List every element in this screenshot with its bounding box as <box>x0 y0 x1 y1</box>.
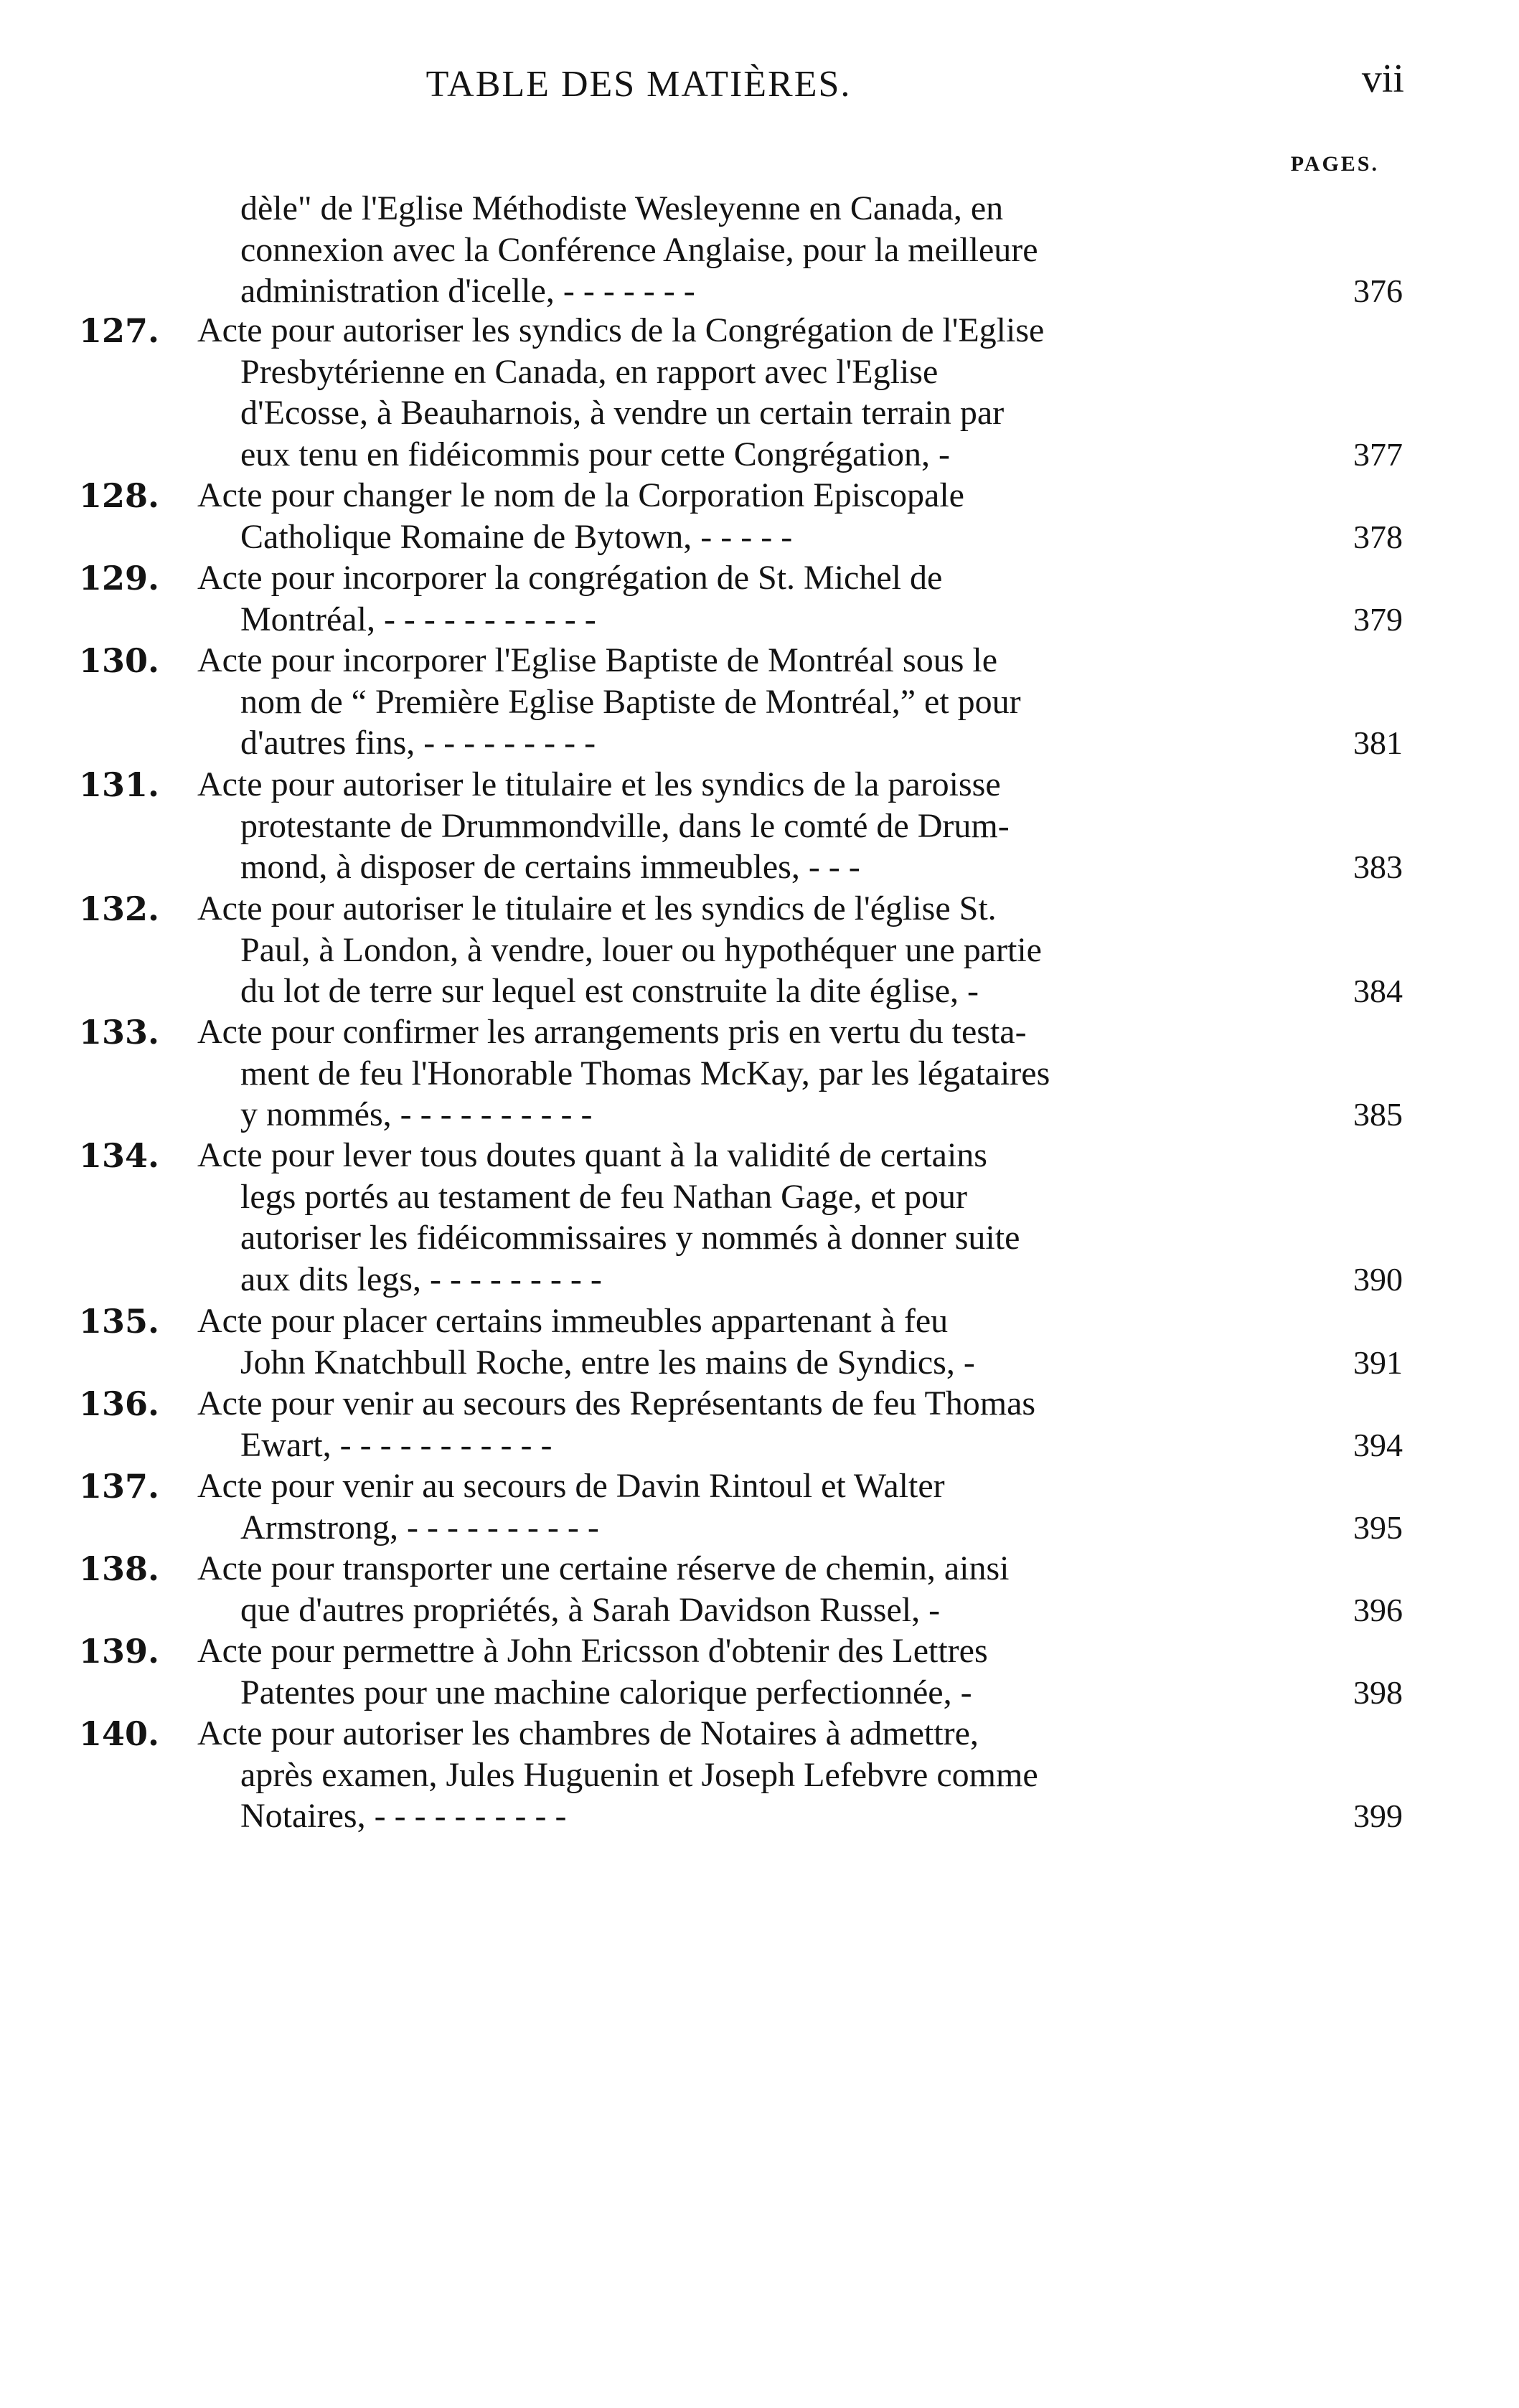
entry-number: 132. <box>79 889 160 928</box>
entry-line: aux dits legs, - - - - - - - - - <box>240 1260 602 1298</box>
entry-line: Presbytérienne en Canada, en rapport avec l'Eglise <box>240 352 939 391</box>
entry-line: Acte pour venir au secours des Représentants de feu Thomas <box>197 1384 1036 1422</box>
entry-page-number: 384 <box>1353 973 1403 1009</box>
entry-line: John Knatchbull Roche, entre les mains de Syndics, - <box>240 1343 975 1382</box>
entry-line: Armstrong, - - - - - - - - - - <box>240 1508 599 1547</box>
entry-page-number: 377 <box>1353 435 1403 473</box>
entry-line: Ewart, - - - - - - - - - - - <box>240 1425 552 1464</box>
entry-line: Acte pour incorporer l'Eglise Baptiste de Montréal sous le <box>197 641 998 679</box>
entry-title <box>197 1300 1259 1383</box>
entry-line: Acte pour confirmer les arrangements pris en vertu du testa- <box>197 1013 1027 1051</box>
entry-line: Acte pour lever tous doutes quant à la validité de certains <box>197 1136 987 1174</box>
page-title: TABLE DES MATIÈRES. <box>425 64 852 105</box>
entry-line: nom de “ Première Eglise Baptiste de Montréal,” et pour <box>240 682 1021 721</box>
entry-line: Notaires, - - - - - - - - - - <box>240 1797 567 1835</box>
entry-line: après examen, Jules Huguenin et Joseph Lefebvre comme <box>240 1755 1038 1794</box>
entry-title <box>197 475 1259 557</box>
entry-number: 139. <box>79 1632 160 1671</box>
entry-page-number: 378 <box>1353 518 1403 555</box>
entry-number: 128. <box>79 476 160 515</box>
entry-title <box>197 188 1259 312</box>
entry-page-number: 379 <box>1353 600 1403 638</box>
entry-title <box>197 1383 1259 1465</box>
entry-page-number: 385 <box>1353 1096 1403 1133</box>
entry-title <box>197 1630 1259 1713</box>
entry-line: Patentes pour une machine calorique perfectionnée, - <box>240 1673 972 1711</box>
entry-page-number: 394 <box>1353 1426 1403 1463</box>
entry-line: administration d'icelle, - - - - - - - <box>240 272 695 310</box>
entry-title <box>197 1135 1259 1300</box>
entry-page-number: 398 <box>1353 1673 1403 1711</box>
entry-number: 135. <box>79 1302 160 1341</box>
entry-line: Acte pour permettre à John Ericsson d'obtenir des Lettres <box>197 1632 988 1670</box>
entry-line: Acte pour changer le nom de la Corporation Episcopale <box>197 476 964 514</box>
entry-page-number: 396 <box>1353 1591 1403 1628</box>
entry-line: Montréal, - - - - - - - - - - - <box>240 600 596 638</box>
entry-line: eux tenu en fidéicommis pour cette Congrégation, - <box>240 435 951 473</box>
entry-number: 130. <box>79 641 160 680</box>
entry-line: mond, à disposer de certains immeubles, - - - <box>240 848 860 886</box>
entry-title <box>197 640 1259 764</box>
entry-line: Acte pour placer certains immeubles appartenant à feu <box>197 1302 949 1340</box>
entry-title <box>197 1465 1259 1548</box>
entry-line: Acte pour autoriser les syndics de la Congrégation de l'Eglise <box>197 311 1045 349</box>
entry-line: ment de feu l'Honorable Thomas McKay, par les légataires <box>240 1054 1050 1092</box>
entry-number: 134. <box>79 1136 160 1175</box>
entry-line: que d'autres propriétés, à Sarah Davidson Russel, - <box>240 1590 941 1629</box>
page-number: vii <box>1361 57 1404 101</box>
entry-number: 127. <box>79 311 160 350</box>
entry-title <box>197 1548 1259 1630</box>
entry-title <box>197 557 1259 640</box>
entry-line: Acte pour autoriser les chambres de Notaires à admettre, <box>197 1714 979 1752</box>
entry-line: connexion avec la Conférence Anglaise, pour la meilleure <box>240 230 1038 269</box>
entry-page-number: 390 <box>1353 1260 1403 1298</box>
entry-title <box>197 310 1259 475</box>
entry-page-number: 391 <box>1353 1344 1403 1381</box>
entry-number: 137. <box>79 1467 160 1506</box>
entry-page-number: 376 <box>1353 273 1403 309</box>
entry-line: Acte pour venir au secours de Davin Rintoul et Walter <box>197 1467 945 1505</box>
entry-page-number: 383 <box>1353 849 1403 885</box>
entry-title <box>197 1011 1259 1135</box>
entry-line: Acte pour transporter une certaine réserve de chemin, ainsi <box>197 1549 1010 1587</box>
entry-line: dèle" de l'Eglise Méthodiste Wesleyenne en Canada, en <box>240 189 1004 227</box>
entry-number: 129. <box>79 559 160 598</box>
entry-line: Acte pour autoriser le titulaire et les syndics de l'église St. <box>197 889 997 927</box>
entry-number: 131. <box>79 765 160 804</box>
entry-line: Acte pour incorporer la congrégation de St. Michel de <box>197 559 943 597</box>
entry-title <box>197 764 1259 888</box>
entry-page-number: 381 <box>1353 724 1403 761</box>
entry-number: 138. <box>79 1549 160 1588</box>
entry-number: 133. <box>79 1013 160 1052</box>
entry-title <box>197 1713 1259 1837</box>
entry-page-number: 395 <box>1353 1508 1403 1546</box>
entry-line: protestante de Drummondville, dans le comté de Drum- <box>240 806 1010 845</box>
entry-number: 140. <box>79 1714 160 1753</box>
pages-column-label: PAGES. <box>1290 152 1379 176</box>
entry-line: legs portés au testament de feu Nathan Gage, et pour <box>240 1177 967 1216</box>
entry-page-number: 399 <box>1353 1798 1403 1834</box>
entry-number: 136. <box>79 1384 160 1423</box>
entry-line: autoriser les fidéicommissaires y nommés à donner suite <box>240 1219 1020 1257</box>
entry-line: du lot de terre sur lequel est construite la dite église, - <box>240 972 979 1010</box>
entry-line: Acte pour autoriser le titulaire et les syndics de la paroisse <box>197 765 1001 803</box>
entry-line: d'autres fins, - - - - - - - - - <box>240 724 596 762</box>
entry-line: d'Ecosse, à Beauharnois, à vendre un certain terrain par <box>240 394 1005 432</box>
entry-line: Paul, à London, à vendre, louer ou hypothéquer une partie <box>240 930 1042 969</box>
entry-line: Catholique Romaine de Bytown, - - - - - <box>240 517 793 556</box>
entry-title <box>197 888 1259 1012</box>
entry-line: y nommés, - - - - - - - - - - <box>240 1095 593 1133</box>
